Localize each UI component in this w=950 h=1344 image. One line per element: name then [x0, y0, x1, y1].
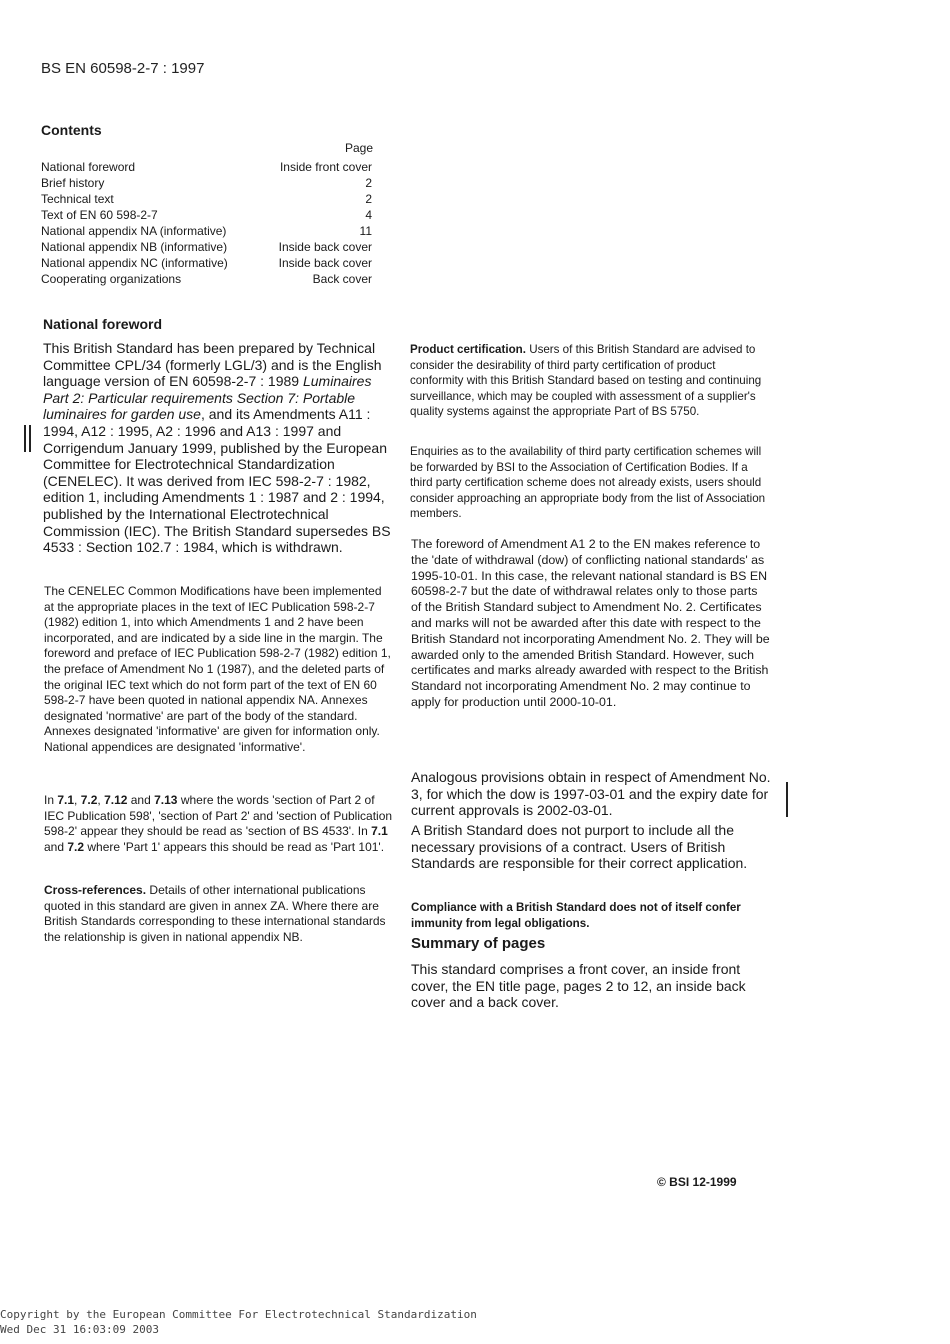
- toc-label: Brief history: [41, 176, 105, 190]
- toc-label: National appendix NB (informative): [41, 240, 228, 254]
- footer-watermark: [0, 1307, 477, 1337]
- clause-text: and: [44, 839, 68, 854]
- clause-text: ,: [97, 793, 105, 807]
- amendment-3-paragraph: Analogous provisions obtain in respect of Amendment No. 3, for which the dow is 1997-03-01 and the expiry date for current approvals is 2002-03-01.: [411, 769, 771, 819]
- toc-page: 2: [365, 192, 372, 206]
- clause-text: In: [44, 793, 58, 807]
- toc-label: National appendix NC (informative): [41, 256, 228, 270]
- lead-text-b: , and its Amendments A11 : 1994, A12 : 1995, A2 : 1996 and A13 : 1997 and Corrigendum January 1999, published by the European Committee for Electrotechnical Standardization (CENELEC). It was derived from IEC 598-2-7 : 1982, edition 1, including Amendments 1 : 1987 and 2 : 1994, published by the International Electrotechnical Commission (IEC). The British Standard supersedes BS 4533 : Section 102.7 : 1984, which is withdrawn.: [43, 406, 391, 556]
- lead-text-italic: Luminaires Part 2: Particular requirements Section 7: Portable luminaires for garden use: [43, 373, 372, 423]
- clause-text: ,: [74, 793, 81, 807]
- national-foreword-title: National foreword: [43, 316, 163, 332]
- toc-page: Back cover: [312, 272, 372, 286]
- foreword-lead-paragraph: [43, 340, 393, 556]
- footer-line-1: Copyright by the European Committee For Electrotechnical Standardization: [0, 1308, 477, 1321]
- change-side-line: [786, 782, 788, 817]
- contents-page-header: Page: [345, 141, 374, 155]
- footer-line-2: Wed Dec 31 16:03:09 2003: [0, 1323, 159, 1336]
- cenelec-paragraph: The CENELEC Common Modifications have been implemented at the appropriate places in the text of IEC Publication 598-2-7 (1982) edition 1, into which Amendments 1 and 2 have been incorporated, and are indicated by a side line in the margin. The foreword and preface of IEC Publication 598-2-7 (1982) edition 1, the preface of Amendment No 1 (1987), and the deleted parts of the original IEC text which do not form part of the text of EN 60 598-2-7 have been quoted in national appendix NA. Annexes designated 'normative' are part of the body of the standard. Annexes designated 'informative' are given for information only. National appendices are designated 'informative'.: [44, 584, 391, 754]
- toc-page: 11: [359, 224, 372, 238]
- table-of-contents: [41, 159, 372, 287]
- clause-ref: 7.1: [57, 793, 75, 807]
- toc-page: Inside back cover: [278, 240, 372, 254]
- toc-label: National appendix NA (informative): [41, 224, 227, 238]
- toc-label: Cooperating organizations: [41, 272, 182, 286]
- amendment-a12-paragraph: The foreword of Amendment A1 2 to the EN makes reference to the 'date of withdrawal (dow) of conflicting national standards' as 1995-10-01. In this case, the relevant national standard is BS EN 60598-2-7 but the date of withdrawal relates only to those parts of the British Standard subject to Amendment No. 2. Certificates and marks will not be awarded after this date with respect to the British Standard not incorporating Amendment No. 2. They will be awarded only to the amended British Standard. However, such certificates and marks already awarded with respect to the British Standard not incorporating Amendment No. 2 may continue to apply for production until 2000-10-01.: [411, 537, 770, 709]
- toc-page: Inside front cover: [279, 160, 372, 174]
- enquiries-paragraph: Enquiries as to the availability of third party certification schemes will be forwarded by BSI to the Association of Certification Bodies. If a third party certification scheme does not already exists, users should consider approaching an appropriate body from the list of Association members.: [410, 445, 766, 521]
- clause-text: where 'Part 1' appears this should be read as 'Part 101'.: [84, 839, 385, 854]
- product-certification-label: Product certification.: [410, 343, 526, 356]
- clause-ref: 7.12: [104, 793, 128, 807]
- clause-ref: 7.1: [371, 824, 388, 839]
- toc-label: Text of EN 60 598-2-7: [41, 208, 158, 222]
- lead-text-a: This British Standard has been prepared by Technical Committee CPL/34 (formerly LGL/3) and is the English language version of EN 60598-2-7 : 1989: [43, 340, 382, 390]
- toc-row: [41, 223, 372, 239]
- clause-ref: 7.13: [154, 793, 178, 807]
- summary-of-pages-title: Summary of pages: [411, 935, 546, 952]
- cross-references-label: Cross-references.: [44, 883, 147, 897]
- document-id: BS EN 60598-2-7 : 1997: [41, 60, 205, 77]
- product-certification-paragraph: [410, 342, 770, 420]
- product-certification-text: Users of this British Standard are advised to consider the desirability of third party certification of product conformity with this British Standard based on testing and continuing surveillance, which may be coupled with assessment of a supplier's quality systems against the appropriate Part of BS 5750.: [410, 343, 762, 419]
- summary-of-pages-text: This standard comprises a front cover, an inside front cover, the EN title page, pages 2 to 12, an inside back cover and a back cover.: [411, 961, 746, 1011]
- toc-label: National foreword: [41, 160, 136, 174]
- cross-references-text: Details of other international publications quoted in this standard are given in annex ZA. Where there are British Standards corresponding to these international standards the relationship is given in national appendix NB.: [44, 883, 386, 944]
- contents-title: Contents: [41, 122, 102, 138]
- clauses-paragraph: [44, 793, 394, 855]
- clause-ref: 7.2: [80, 793, 98, 807]
- toc-row: [41, 159, 372, 175]
- compliance-paragraph: Compliance with a British Standard does not of itself confer immunity from legal obligations.: [411, 901, 741, 930]
- clause-text: and: [127, 793, 155, 807]
- change-side-line: [24, 425, 26, 452]
- bsi-copyright: © BSI 12-1999: [657, 1175, 737, 1189]
- cross-references-paragraph: [44, 883, 394, 945]
- toc-row: [41, 255, 372, 271]
- toc-row: [41, 207, 372, 223]
- toc-label: Technical text: [41, 192, 114, 206]
- clause-text: where the words 'section of Part 2 of IEC Publication 598', 'section of Part 2' and 'section of Publication 598-2' appear they should be read as 'section of BS 4533'. In: [44, 793, 393, 839]
- toc-page: 2: [365, 176, 372, 190]
- contract-disclaimer-paragraph: A British Standard does not purport to include all the necessary provisions of a contract. Users of British Standards are responsible for their correct application.: [411, 822, 748, 872]
- clause-ref: 7.2: [67, 839, 85, 854]
- toc-page: Inside back cover: [278, 256, 372, 270]
- change-side-line: [29, 425, 31, 452]
- toc-row: [41, 175, 372, 191]
- toc-row: [41, 191, 372, 207]
- toc-page: 4: [365, 208, 372, 222]
- toc-row: [41, 239, 372, 255]
- toc-row: [41, 271, 372, 287]
